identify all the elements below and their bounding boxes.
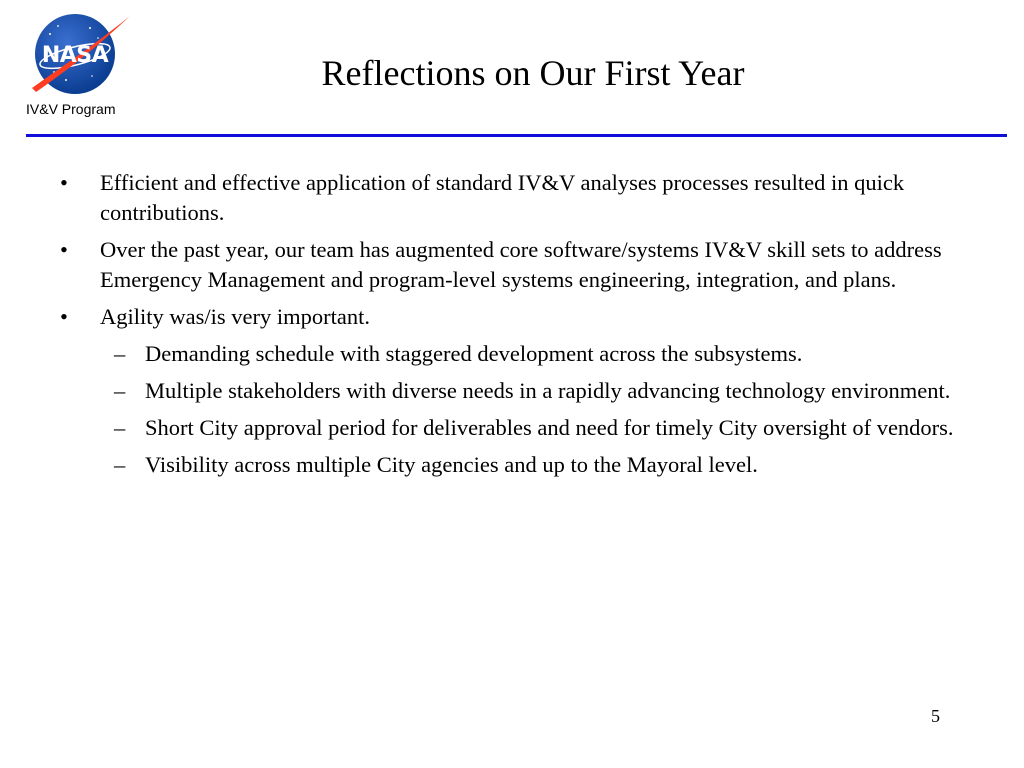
sub-bullet-marker: – — [114, 452, 126, 477]
bullet-marker: • — [60, 237, 68, 262]
page-number: 5 — [931, 706, 940, 726]
bullet-marker: • — [60, 304, 68, 329]
bullet-item — [58, 235, 968, 295]
sub-bullet-text: Short City approval period for deliverables and need for timely City oversight of vendors. — [145, 415, 954, 440]
sub-bullet-text: Multiple stakeholders with diverse needs in a rapidly advancing technology environment. — [145, 378, 951, 403]
sub-bullet-marker: – — [114, 378, 126, 403]
sub-bullet-text: Demanding schedule with staggered development across the subsystems. — [145, 341, 803, 366]
sub-bullet-marker: – — [114, 415, 126, 440]
header-divider — [26, 134, 1007, 137]
program-label: IV&V Program — [26, 101, 116, 117]
logo-wordmark: NASA — [41, 43, 109, 68]
bullet-text: Efficient and effective application of standard IV&V analyses processes resulted in quick contributions. — [100, 170, 905, 225]
bullet-item — [58, 302, 968, 332]
bullet-item — [58, 168, 968, 228]
bullet-list — [58, 168, 968, 487]
sub-bullet-item — [58, 413, 968, 443]
sub-bullet-item — [58, 450, 968, 480]
sub-bullet-marker: – — [114, 341, 126, 366]
sub-bullet-item — [58, 376, 968, 406]
bullet-text: Agility was/is very important. — [100, 304, 370, 329]
bullet-text: Over the past year, our team has augmented core software/systems IV&V skill sets to address Emergency Management and program-level systems engineering, integration, and plans. — [100, 237, 942, 292]
sub-bullet-item — [58, 339, 968, 369]
slide-title: Reflections on Our First Year — [321, 53, 745, 93]
bullet-marker: • — [60, 170, 68, 195]
nasa-logo — [28, 10, 132, 100]
sub-bullet-text: Visibility across multiple City agencies and up to the Mayoral level. — [145, 452, 758, 477]
